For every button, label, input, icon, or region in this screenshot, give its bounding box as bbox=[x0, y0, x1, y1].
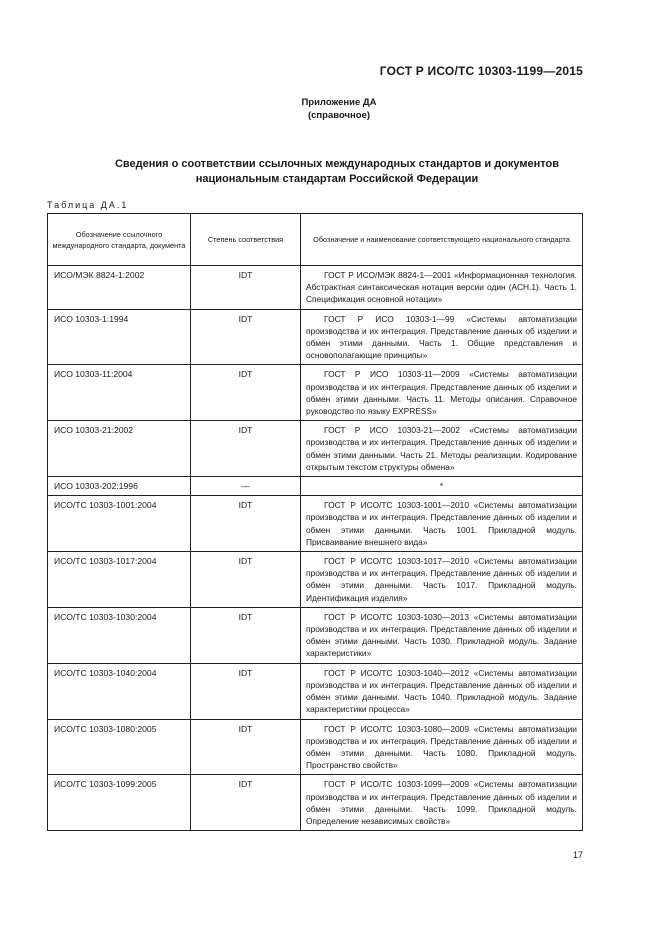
header-national-standard: Обозначение и наименование соответствующего национального стандарта bbox=[301, 214, 583, 266]
national-standard-cell: ГОСТ Р ИСО/ТС 10303-1001—2010 «Системы автоматизации производства и их интеграция. Представление данных об изделии и обмен этими данными. Часть 1001. Прикладной модуль. Присваивание внешнего вида» bbox=[301, 496, 583, 552]
reference-standard-cell: ИСО/МЭК 8824-1:2002 bbox=[48, 266, 191, 310]
table-row bbox=[48, 719, 583, 775]
degree-cell: IDT bbox=[191, 663, 301, 719]
reference-standard-cell: ИСО/ТС 10303-1099:2005 bbox=[48, 775, 191, 831]
reference-standard-cell: ИСО 10303-21:2002 bbox=[48, 421, 191, 477]
table-header-row bbox=[48, 214, 583, 266]
national-standard-cell: ГОСТ Р ИСО/МЭК 8824-1—2001 «Информационная технология. Абстрактная синтаксическая нотация версии один (АСН.1). Часть 1. Спецификация основной нотации» bbox=[301, 266, 583, 310]
national-standard-cell: ГОСТ Р ИСО/ТС 10303-1099—2009 «Системы автоматизации производства и их интеграция. Представление данных об изделии и обмен этими данными. Часть 1099. Прикладной модуль. Определение независимых свойств» bbox=[301, 775, 583, 831]
national-standard-cell: ГОСТ Р ИСО/ТС 10303-1030—2013 «Системы автоматизации производства и их интеграция. Представление данных об изделии и обмен этими данными. Часть 1030. Прикладной модуль. Задание характеристики» bbox=[301, 607, 583, 663]
reference-standard-cell: ИСО/ТС 10303-1030:2004 bbox=[48, 607, 191, 663]
table-row bbox=[48, 309, 583, 365]
national-standard-cell: ГОСТ Р ИСО 10303-21—2002 «Системы автоматизации производства и их интеграция. Представление данных об изделии и обмен этими данными. Часть 21. Методы реализации. Кодирование открытым текстом структуры обмена» bbox=[301, 421, 583, 477]
table-row bbox=[48, 663, 583, 719]
reference-standard-cell: ИСО 10303-11:2004 bbox=[48, 365, 191, 421]
degree-cell: IDT bbox=[191, 496, 301, 552]
section-title-line-2: национальным стандартам Российской Федерации bbox=[195, 173, 479, 185]
national-standard-cell: ГОСТ Р ИСО/ТС 10303-1040—2012 «Системы автоматизации производства и их интеграция. Представление данных об изделии и обмен этими данными. Часть 1040. Прикладной модуль. Задание характеристики процесса» bbox=[301, 663, 583, 719]
correspondence-table bbox=[47, 213, 583, 831]
national-standard-cell: ГОСТ Р ИСО/ТС 10303-1080—2009 «Системы автоматизации производства и их интеграция. Представление данных об изделии и обмен этими данными. Часть 1080. Прикладной модуль. Пространство свойств» bbox=[301, 719, 583, 775]
appendix-title: Приложение ДА bbox=[301, 97, 377, 108]
degree-cell: IDT bbox=[191, 607, 301, 663]
table-row bbox=[48, 552, 583, 608]
national-standard-cell: ГОСТ Р ИСО/ТС 10303-1017—2010 «Системы автоматизации производства и их интеграция. Представление данных об изделии и обмен этими данными. Часть 1017. Прикладной модуль. Идентификация изделия» bbox=[301, 552, 583, 608]
national-standard-cell: ГОСТ Р ИСО 10303-11—2009 «Системы автоматизации производства и их интеграция. Представление данных об изделии и обмен этими данными. Часть 11. Методы описания. Справочное руководство по языку EXPRESS» bbox=[301, 365, 583, 421]
degree-cell: IDT bbox=[191, 775, 301, 831]
degree-cell: IDT bbox=[191, 719, 301, 775]
table-row bbox=[48, 477, 583, 496]
header-degree-of-correspondence: Степень соответствия bbox=[191, 214, 301, 266]
degree-cell: IDT bbox=[191, 421, 301, 477]
degree-cell: IDT bbox=[191, 309, 301, 365]
reference-standard-cell: ИСО/ТС 10303-1080:2005 bbox=[48, 719, 191, 775]
table-body bbox=[48, 266, 583, 831]
reference-standard-cell: ИСО/ТС 10303-1040:2004 bbox=[48, 663, 191, 719]
national-standard-cell: * bbox=[301, 477, 583, 496]
reference-standard-cell: ИСО/ТС 10303-1017:2004 bbox=[48, 552, 191, 608]
table-row bbox=[48, 496, 583, 552]
reference-standard-cell: ИСО 10303-1:1994 bbox=[48, 309, 191, 365]
table-row bbox=[48, 607, 583, 663]
degree-cell: — bbox=[191, 477, 301, 496]
reference-standard-cell: ИСО/ТС 10303-1001:2004 bbox=[48, 496, 191, 552]
table-row bbox=[48, 775, 583, 831]
page-number: 17 bbox=[573, 850, 584, 860]
table-row bbox=[48, 365, 583, 421]
standard-designation-header: ГОСТ Р ИСО/ТС 10303-1199—2015 bbox=[379, 64, 583, 78]
table-row bbox=[48, 421, 583, 477]
degree-cell: IDT bbox=[191, 266, 301, 310]
section-title bbox=[60, 157, 614, 187]
reference-standard-cell: ИСО 10303-202:1996 bbox=[48, 477, 191, 496]
header-reference-standard: Обозначение ссылочного международного стандарта, документа bbox=[48, 214, 191, 266]
appendix-subtitle: (справочное) bbox=[307, 110, 371, 121]
degree-cell: IDT bbox=[191, 552, 301, 608]
degree-cell: IDT bbox=[191, 365, 301, 421]
appendix-heading bbox=[0, 96, 661, 122]
table-caption: Таблица ДА.1 bbox=[47, 200, 129, 210]
section-title-line-1: Сведения о соответствии ссылочных международных стандартов и документов bbox=[114, 158, 560, 170]
national-standard-cell: ГОСТ Р ИСО 10303-1—99 «Системы автоматизации производства и их интеграция. Представление данных об изделии и обмен этими данными. Часть 1. Общие представления и основополагающие принципы» bbox=[301, 309, 583, 365]
table-row bbox=[48, 266, 583, 310]
